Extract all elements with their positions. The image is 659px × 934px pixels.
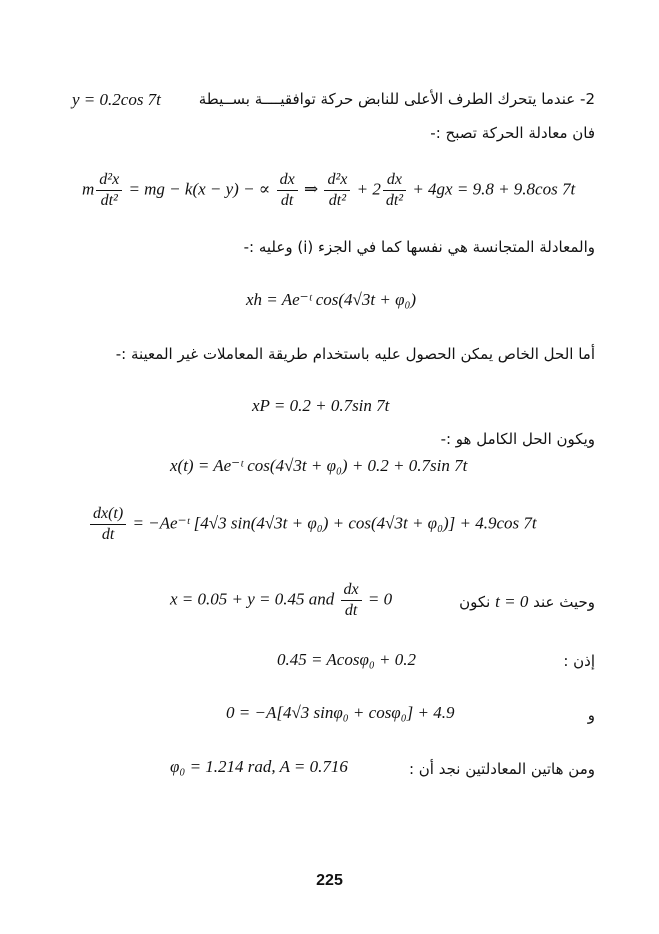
initial-frac-num: dx — [341, 580, 362, 601]
eq1-frac1-num: d²x — [96, 170, 122, 191]
motion-equation: y = 0.2cos 7t — [72, 90, 161, 109]
eq1-frac2-den: dt — [280, 192, 294, 209]
initial-t-eq: t = 0 — [495, 592, 529, 611]
deriv-num: dx(t) — [90, 504, 126, 525]
particular-solution: xP = 0.2 + 0.7sin 7t — [252, 396, 390, 415]
page-number: 225 — [316, 872, 343, 889]
equation-a: 0.45 = Acosφ₀ + 0.2 — [277, 650, 416, 669]
eq1-frac3-den: dt² — [328, 192, 347, 209]
eq1-frac1 — [96, 170, 122, 211]
result-text: ومن هاتين المعادلتين نجد أن : — [408, 760, 595, 778]
deriv-rest: = −Ae⁻ᵗ [4√3 sin(4√3t + φ₀) + cos(4√3t + φ₀)] + 4.9cos 7t — [132, 513, 537, 533]
eq1-plus2: + 2 — [356, 179, 381, 199]
complete-solution-text: ويكون الحل الكامل هو :- — [440, 430, 595, 448]
eq1-middle: = mg − k(x − y) − ∝ — [128, 179, 271, 199]
initial-cond-left: x = 0.05 + y = 0.45 and — [170, 589, 335, 609]
initial-conditions — [170, 580, 392, 621]
initial-arabic — [459, 592, 595, 612]
result-equation: φ₀ = 1.214 rad, A = 0.716 — [170, 757, 348, 776]
eq1-frac4 — [383, 170, 406, 211]
deriv-frac — [90, 504, 126, 545]
initial-when: وحيث عند — [533, 593, 595, 611]
initial-frac — [341, 580, 362, 621]
equation-b: 0 = −A[4√3 sinφ₀ + cosφ₀] + 4.9 — [226, 703, 455, 722]
equation-of-motion — [82, 170, 575, 211]
eq1-arrow: ⇒ — [303, 179, 319, 199]
particular-text: أما الحل الخاص يمكن الحصول عليه باستخدام طريقة المعاملات غير المعينة :- — [115, 345, 595, 363]
derivative-equation — [88, 504, 537, 545]
eq1-frac3-num: d²x — [324, 170, 350, 191]
eq1-frac2-num: dx — [277, 170, 298, 191]
homogeneous-text: والمعادلة المتجانسة هي نفسها كما في الجزء (i) وعليه :- — [243, 238, 595, 256]
initial-cond-right: = 0 — [367, 589, 393, 609]
eq1-frac1-den: dt² — [100, 192, 118, 209]
initial-we-get: نكون — [459, 593, 491, 611]
homogeneous-solution: xh = Ae⁻ᵗ cos(4√3t + φ₀) — [246, 290, 417, 309]
eq1-rest: + 4gx = 9.8 + 9.8cos 7t — [412, 179, 576, 199]
eq1-frac2 — [277, 170, 298, 211]
eq1-frac3 — [324, 170, 350, 211]
intro-text: 2- عندما يتحرك الطرف الأعلى للنابض حركة توافقيــــة بســيطة — [198, 90, 595, 108]
deriv-den: dt — [101, 526, 115, 543]
eq1-mass: m — [82, 179, 95, 199]
initial-frac-den: dt — [344, 602, 358, 619]
then-label: إذن : — [563, 652, 595, 670]
eq1-frac4-den: dt² — [385, 192, 404, 209]
eq1-frac4-num: dx — [383, 170, 406, 191]
and-label: و — [587, 706, 595, 724]
intro-text-2: فان معادلة الحركة تصبح :- — [430, 124, 595, 142]
complete-solution: x(t) = Ae⁻ᵗ cos(4√3t + φ₀) + 0.2 + 0.7sin 7t — [170, 456, 468, 475]
